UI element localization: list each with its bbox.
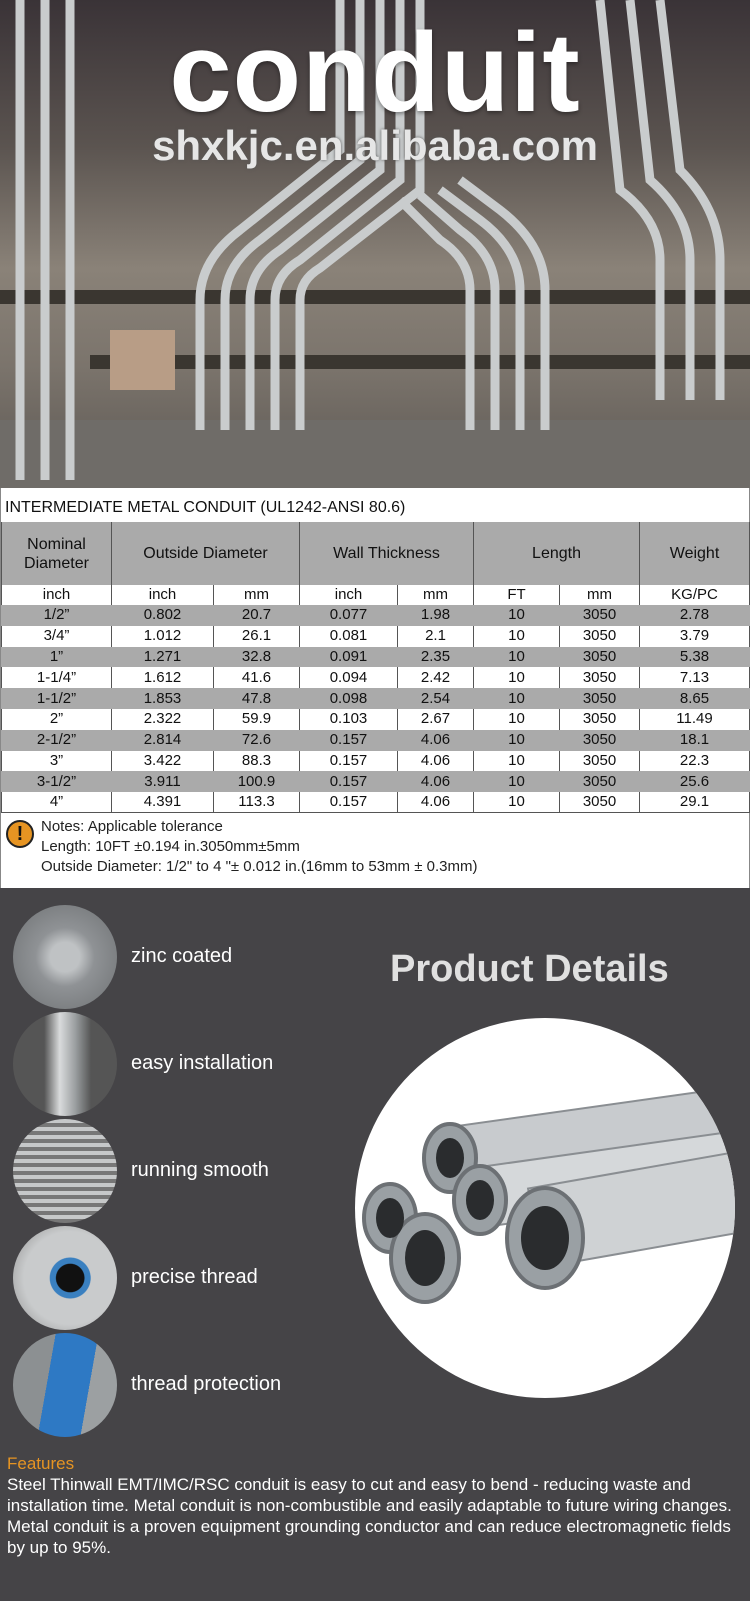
header-weight: Weight bbox=[640, 522, 750, 585]
table-cell: 10 bbox=[474, 605, 560, 626]
table-cell: 3.79 bbox=[640, 626, 750, 647]
table-row bbox=[2, 792, 750, 813]
units-row bbox=[2, 585, 750, 605]
table-cell: 32.8 bbox=[214, 647, 300, 668]
table-cell: 18.1 bbox=[640, 730, 750, 751]
table-cell: 0.802 bbox=[112, 605, 214, 626]
table-cell: 10 bbox=[474, 730, 560, 751]
table-row bbox=[2, 667, 750, 688]
table-row bbox=[2, 688, 750, 709]
table-cell: 0.077 bbox=[300, 605, 398, 626]
table-cell: 1-1/2” bbox=[2, 688, 112, 709]
table-cell: 2.78 bbox=[640, 605, 750, 626]
notes-line: Length: 10FT ±0.194 in.3050mm±5mm bbox=[41, 838, 300, 856]
table-cell: 3.422 bbox=[112, 751, 214, 772]
table-cell: 4” bbox=[2, 792, 112, 813]
table-cell: 3/4” bbox=[2, 626, 112, 647]
feature-thumbnail-image bbox=[13, 1012, 117, 1116]
spec-table-section bbox=[0, 488, 750, 888]
table-cell: 2.42 bbox=[398, 667, 474, 688]
feature-item bbox=[0, 1012, 300, 1118]
unit-cell: mm bbox=[560, 585, 640, 605]
table-cell: 2” bbox=[2, 709, 112, 730]
table-cell: 1/2” bbox=[2, 605, 112, 626]
store-url-watermark: shxkjc.en.alibaba.com bbox=[152, 122, 598, 169]
table-cell: 0.098 bbox=[300, 688, 398, 709]
notes-line: Outside Diameter: 1/2" to 4 "± 0.012 in.(16mm to 53mm ± 0.3mm) bbox=[41, 858, 478, 876]
unit-cell: KG/PC bbox=[640, 585, 750, 605]
feature-label: precise thread bbox=[131, 1266, 258, 1288]
table-cell: 4.06 bbox=[398, 792, 474, 813]
table-cell: 3050 bbox=[560, 688, 640, 709]
feature-item bbox=[0, 1333, 300, 1439]
table-cell: 1-1/4” bbox=[2, 667, 112, 688]
unit-cell: inch bbox=[300, 585, 398, 605]
table-cell: 10 bbox=[474, 626, 560, 647]
table-cell: 5.38 bbox=[640, 647, 750, 668]
feature-thumbnail-image bbox=[13, 1333, 117, 1437]
table-cell: 7.13 bbox=[640, 667, 750, 688]
table-cell: 10 bbox=[474, 647, 560, 668]
table-cell: 3” bbox=[2, 751, 112, 772]
table-cell: 22.3 bbox=[640, 751, 750, 772]
table-cell: 4.06 bbox=[398, 751, 474, 772]
table-cell: 11.49 bbox=[640, 709, 750, 730]
table-cell: 72.6 bbox=[214, 730, 300, 751]
feature-thumbnail-image bbox=[13, 1226, 117, 1330]
table-row bbox=[2, 626, 750, 647]
table-cell: 20.7 bbox=[214, 605, 300, 626]
table-cell: 2.1 bbox=[398, 626, 474, 647]
table-cell: 47.8 bbox=[214, 688, 300, 709]
table-cell: 2.814 bbox=[112, 730, 214, 751]
table-row bbox=[2, 751, 750, 772]
header-wall-thickness: Wall Thickness bbox=[300, 522, 474, 585]
table-cell: 41.6 bbox=[214, 667, 300, 688]
feature-label: zinc coated bbox=[131, 945, 233, 967]
table-cell: 4.391 bbox=[112, 792, 214, 813]
table-row bbox=[2, 730, 750, 751]
features-heading: Features bbox=[7, 1454, 75, 1473]
feature-item bbox=[0, 905, 300, 1011]
table-cell: 1.98 bbox=[398, 605, 474, 626]
unit-cell: inch bbox=[2, 585, 112, 605]
table-cell: 0.157 bbox=[300, 730, 398, 751]
table-cell: 1” bbox=[2, 647, 112, 668]
table-row bbox=[2, 605, 750, 626]
table-cell: 3050 bbox=[560, 667, 640, 688]
feature-item bbox=[0, 1119, 300, 1225]
hero-banner bbox=[0, 0, 750, 488]
unit-cell: mm bbox=[398, 585, 474, 605]
spec-table-title: INTERMEDIATE METAL CONDUIT (UL1242-ANSI 80.6) bbox=[5, 499, 406, 516]
features-description: Steel Thinwall EMT/IMC/RSC conduit is easy to cut and easy to bend - reducing waste and installation time. Metal conduit is non-combustible and easily adaptable to future wiring changes. Metal conduit is a proven equipment grounding conductor and can reduce electromagnetic fields by up to 95%. bbox=[7, 1475, 732, 1557]
table-cell: 10 bbox=[474, 667, 560, 688]
unit-cell: inch bbox=[112, 585, 214, 605]
table-cell: 3.911 bbox=[112, 771, 214, 792]
feature-thumbnail-image bbox=[13, 1119, 117, 1223]
table-cell: 2-1/2” bbox=[2, 730, 112, 751]
feature-label: thread protection bbox=[131, 1373, 282, 1395]
product-details-title: Product Details bbox=[390, 948, 669, 990]
table-cell: 0.157 bbox=[300, 751, 398, 772]
table-cell: 0.157 bbox=[300, 792, 398, 813]
table-cell: 10 bbox=[474, 792, 560, 813]
feature-label: running smooth bbox=[131, 1159, 269, 1181]
table-cell: 1.271 bbox=[112, 647, 214, 668]
table-cell: 3050 bbox=[560, 647, 640, 668]
feature-label: easy installation bbox=[131, 1052, 274, 1074]
table-cell: 0.094 bbox=[300, 667, 398, 688]
table-cell: 0.157 bbox=[300, 771, 398, 792]
table-cell: 3050 bbox=[560, 626, 640, 647]
table-cell: 100.9 bbox=[214, 771, 300, 792]
table-cell: 88.3 bbox=[214, 751, 300, 772]
table-cell: 1.612 bbox=[112, 667, 214, 688]
table-cell: 10 bbox=[474, 771, 560, 792]
header-length: Length bbox=[474, 522, 640, 585]
unit-cell: mm bbox=[214, 585, 300, 605]
table-cell: 3050 bbox=[560, 730, 640, 751]
table-cell: 3050 bbox=[560, 605, 640, 626]
table-cell: 3050 bbox=[560, 751, 640, 772]
table-row bbox=[2, 771, 750, 792]
table-cell: 3050 bbox=[560, 771, 640, 792]
header-nominal-diameter: Nominal Diameter bbox=[2, 522, 112, 585]
table-cell: 2.67 bbox=[398, 709, 474, 730]
hero-title: conduit bbox=[169, 10, 581, 135]
table-cell: 3050 bbox=[560, 709, 640, 730]
table-cell: 1.012 bbox=[112, 626, 214, 647]
table-cell: 3050 bbox=[560, 792, 640, 813]
table-cell: 25.6 bbox=[640, 771, 750, 792]
table-cell: 10 bbox=[474, 751, 560, 772]
table-cell: 59.9 bbox=[214, 709, 300, 730]
table-cell: 113.3 bbox=[214, 792, 300, 813]
product-photo-conduit-pipes bbox=[355, 1018, 735, 1398]
table-cell: 10 bbox=[474, 688, 560, 709]
feature-item bbox=[0, 1226, 300, 1332]
table-row bbox=[2, 709, 750, 730]
tolerance-notes bbox=[1, 813, 749, 877]
table-cell: 8.65 bbox=[640, 688, 750, 709]
notes-line: Notes: Applicable tolerance bbox=[41, 818, 223, 836]
header-outside-diameter: Outside Diameter bbox=[112, 522, 300, 585]
table-cell: 29.1 bbox=[640, 792, 750, 813]
spec-table bbox=[1, 522, 750, 813]
table-cell: 0.103 bbox=[300, 709, 398, 730]
table-cell: 2.54 bbox=[398, 688, 474, 709]
table-cell: 1.853 bbox=[112, 688, 214, 709]
feature-thumbnail-image bbox=[13, 905, 117, 1009]
table-cell: 2.35 bbox=[398, 647, 474, 668]
warning-icon: ! bbox=[6, 820, 34, 848]
table-cell: 2.322 bbox=[112, 709, 214, 730]
table-cell: 10 bbox=[474, 709, 560, 730]
table-cell: 4.06 bbox=[398, 771, 474, 792]
table-cell: 0.081 bbox=[300, 626, 398, 647]
table-cell: 26.1 bbox=[214, 626, 300, 647]
product-details-section bbox=[0, 888, 750, 1601]
table-cell: 3-1/2” bbox=[2, 771, 112, 792]
unit-cell: FT bbox=[474, 585, 560, 605]
table-row bbox=[2, 647, 750, 668]
table-cell: 4.06 bbox=[398, 730, 474, 751]
table-cell: 0.091 bbox=[300, 647, 398, 668]
